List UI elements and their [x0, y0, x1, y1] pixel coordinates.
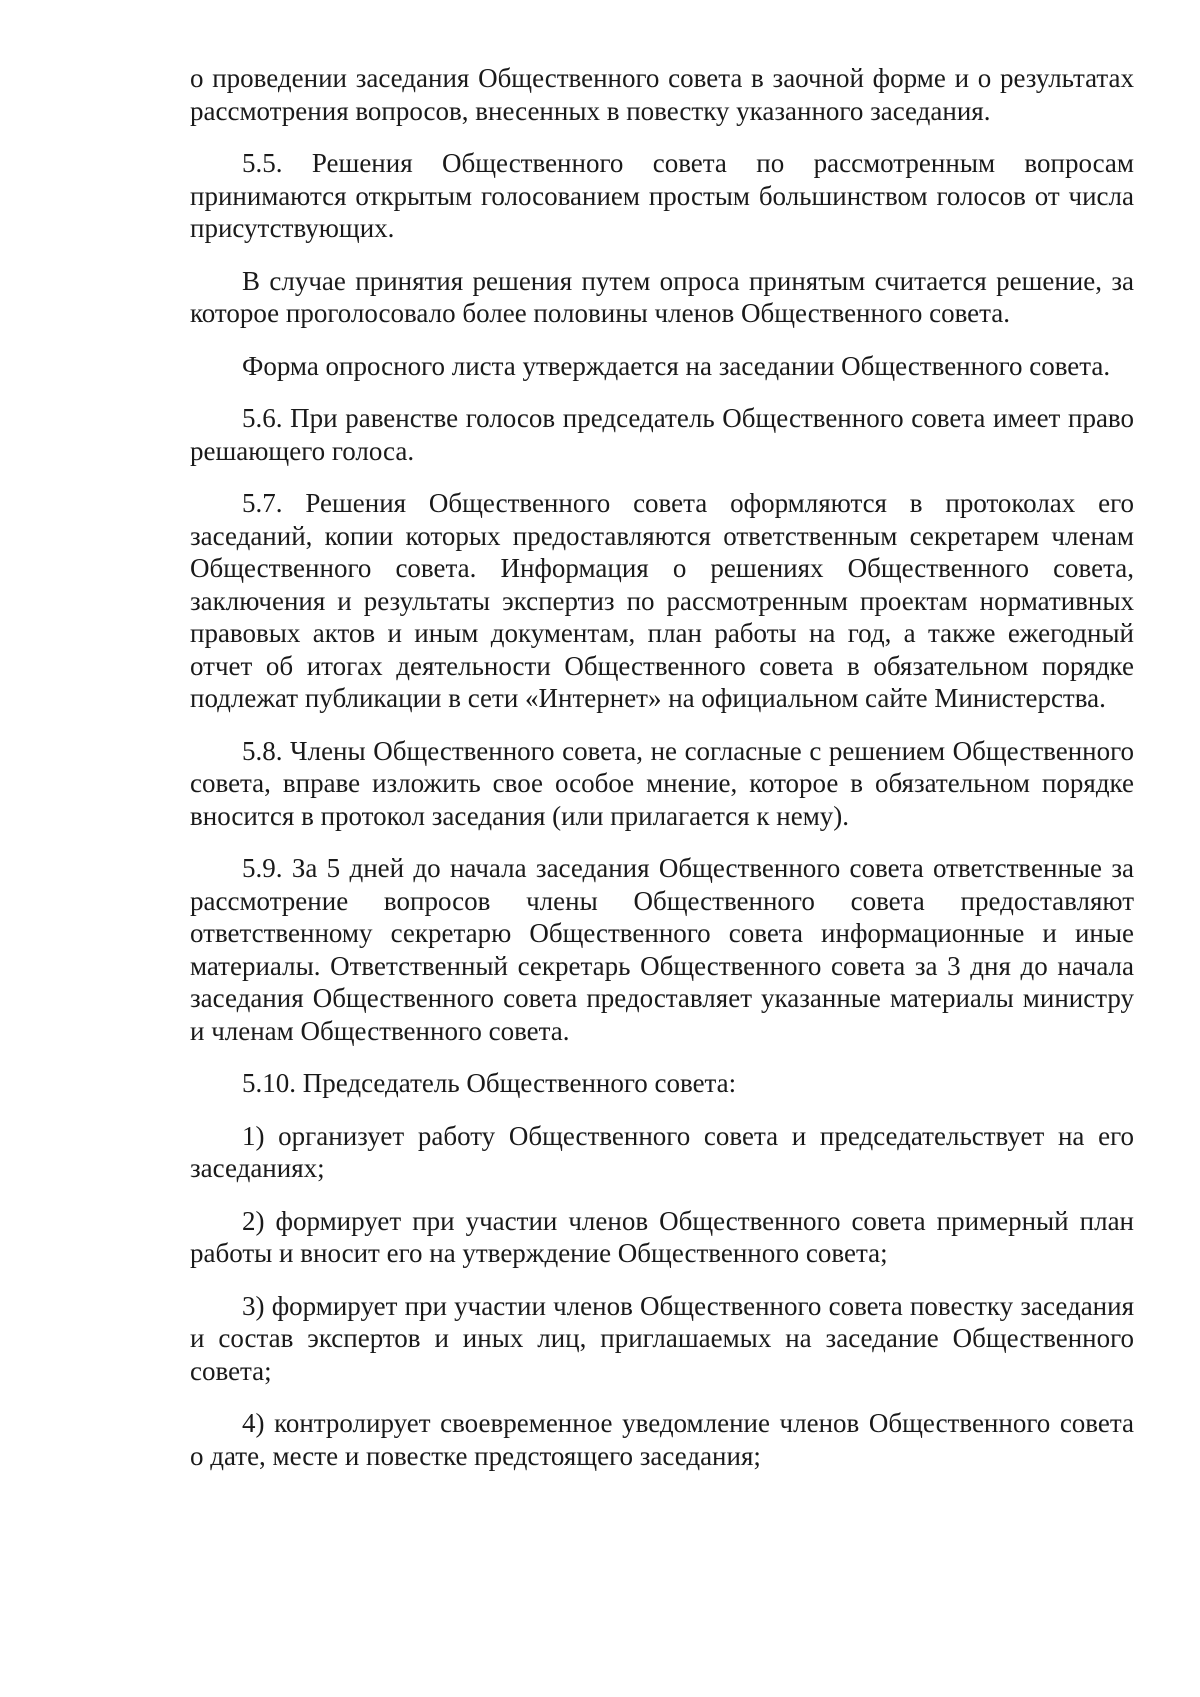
paragraph-5-7: 5.7. Решения Общественного совета оформляются в протоколах его заседаний, копии которых предоставляются ответственным секретарем членам Общественного совета. Информация о решениях Общественного совета, заключения и результаты экспертиз по рассмотренным проектам нормативных правовых актов и иным документам, план работы на год, а также ежегодный отчет об итогах деятельности Общественного совета в обязательном порядке подлежат публикации в сети «Интернет» на официальном сайте Министерства.	[190, 488, 1134, 713]
paragraph-5-6: 5.6. При равенстве голосов председатель Общественного совета имеет право решающего голоса.	[190, 403, 1134, 466]
document-body	[190, 62, 1134, 1492]
list-item-1: 1) организует работу Общественного совета и председательствует на его заседаниях;	[190, 1120, 1134, 1183]
list-item-2: 2) формирует при участии членов Общественного совета примерный план работы и вносит его на утверждение Общественного совета;	[190, 1205, 1134, 1268]
paragraph-5-5: 5.5. Решения Общественного совета по рассмотренным вопросам принимаются открытым голосованием простым большинством голосов от числа присутствующих.	[190, 148, 1134, 243]
list-item-4: 4) контролирует своевременное уведомление членов Общественного совета о дате, месте и повестке предстоящего заседания;	[190, 1408, 1134, 1471]
paragraph-5-10: 5.10. Председатель Общественного совета:	[242, 1068, 737, 1098]
paragraph-continuation: о проведении заседания Общественного совета в заочной форме и о результатах рассмотрения вопросов, внесенных в повестку указанного заседания.	[190, 63, 1134, 126]
paragraph-5-8: 5.8. Члены Общественного совета, не согласные с решением Общественного совета, вправе изложить свое особое мнение, которое в обязательном порядке вносится в протокол заседания (или прилагается к нему).	[190, 735, 1134, 831]
list-item-3: 3) формирует при участии членов Общественного совета повестку заседания и состав экспертов и иных лиц, приглашаемых на заседание Общественного совета;	[190, 1290, 1134, 1386]
paragraph-survey-form: Форма опросного листа утверждается на заседании Общественного совета.	[242, 350, 1111, 381]
paragraph-5-9: 5.9. За 5 дней до начала заседания Общественного совета ответственные за рассмотрение вопросов члены Общественного совета предоставляют ответственному секретарю Общественного совета информационные и иные материалы. Ответственный секретарь Общественного совета за 3 дня до начала заседания Общественного совета предоставляет указанные материалы министру и членам Общественного совета.	[190, 853, 1134, 1046]
paragraph-survey-decision: В случае принятия решения путем опроса принятым считается решение, за которое проголосовало более половины членов Общественного совета.	[190, 265, 1134, 328]
